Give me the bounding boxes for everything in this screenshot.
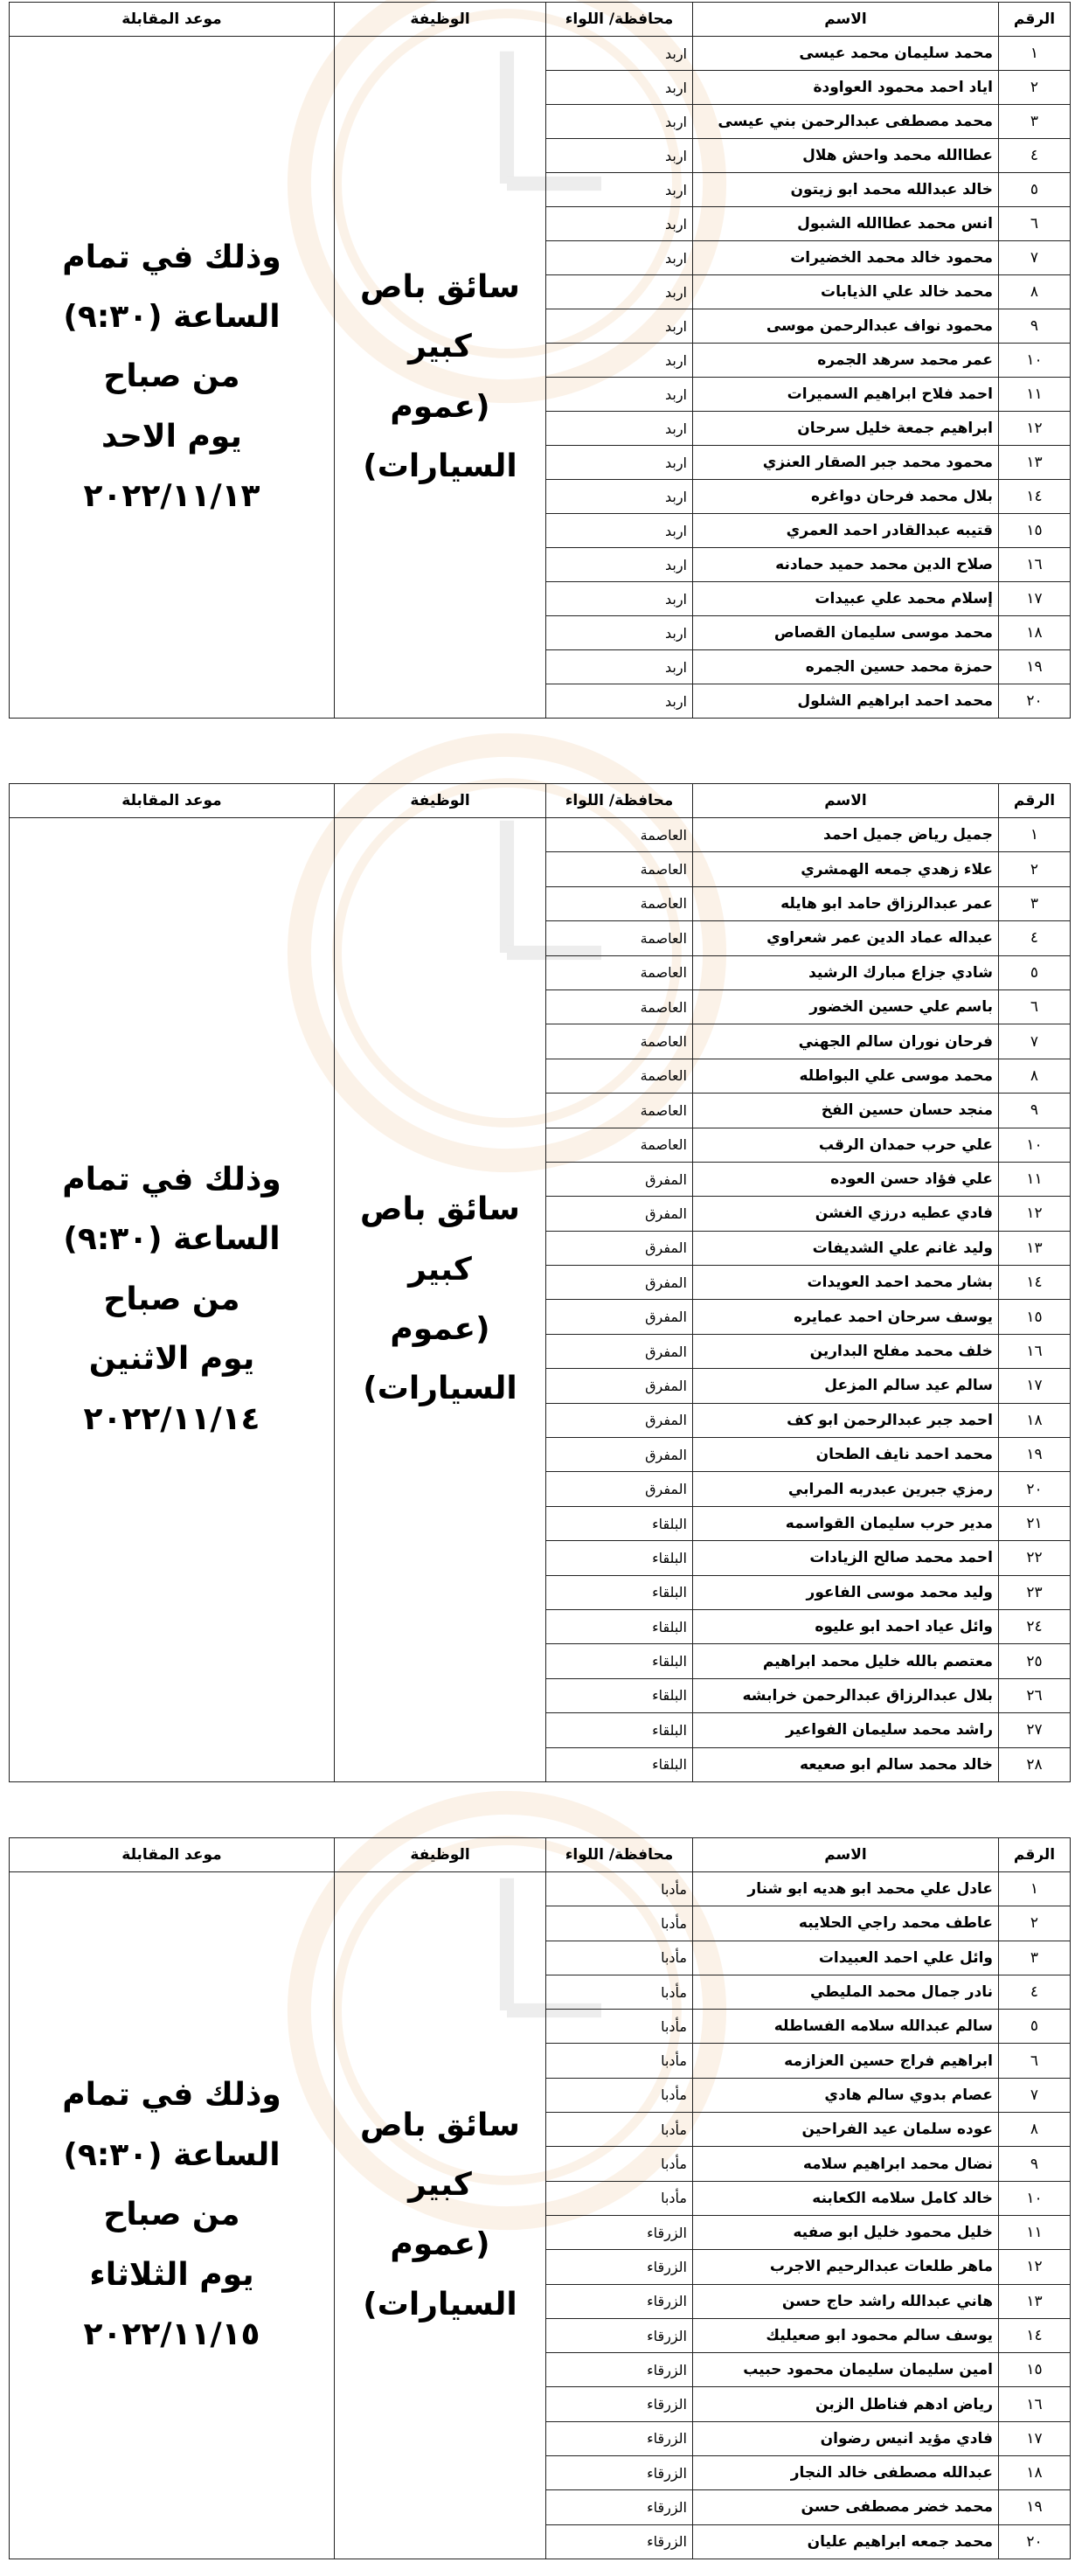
applicant-name: احمد فلاح ابراهيم السميرات: [693, 378, 999, 412]
applicant-governorate: المفرق: [546, 1403, 693, 1437]
applicant-governorate: اربد: [546, 173, 693, 207]
row-number: ١٧: [999, 2421, 1071, 2455]
applicant-governorate: البلقاء: [546, 1575, 693, 1609]
applicant-name: فادي عطيه درزي الغشن: [693, 1197, 999, 1231]
row-number: ٢٣: [999, 1575, 1071, 1609]
applicant-governorate: اربد: [546, 37, 693, 71]
applicant-name: ماهر طلعات عبدالرحيم الاجرب: [693, 2250, 999, 2284]
header-date: موعد المقابلة: [10, 3, 335, 37]
applicant-governorate: البلقاء: [546, 1609, 693, 1643]
applicant-name: جميل رياض جميل احمد: [693, 818, 999, 852]
applicant-governorate: المفرق: [546, 1300, 693, 1334]
row-number: ٥: [999, 2010, 1071, 2044]
applicant-governorate: العاصمة: [546, 1128, 693, 1162]
row-number: ١٠: [999, 2181, 1071, 2215]
applicant-governorate: اربد: [546, 241, 693, 275]
applicant-governorate: مأدبا: [546, 1941, 693, 1975]
row-number: ١٠: [999, 344, 1071, 378]
applicant-name: نادر جمال محمد المليطي: [693, 1975, 999, 2009]
applicant-governorate: اربد: [546, 71, 693, 105]
header-date: موعد المقابلة: [10, 784, 335, 818]
row-number: ٨: [999, 275, 1071, 309]
applicant-governorate: مأدبا: [546, 2181, 693, 2215]
row-number: ٢٢: [999, 1541, 1071, 1575]
row-number: ١١: [999, 1162, 1071, 1196]
row-number: ٢٦: [999, 1678, 1071, 1712]
applicant-governorate: العاصمة: [546, 921, 693, 955]
applicant-name: هاني عبدالله راشد حاج حسن: [693, 2284, 999, 2318]
header-num: الرقم: [999, 1838, 1071, 1872]
applicant-governorate: مأدبا: [546, 2010, 693, 2044]
applicant-name: اياد احمد محمود العواودة: [693, 71, 999, 105]
row-number: ١: [999, 37, 1071, 71]
applicant-governorate: اربد: [546, 480, 693, 514]
row-number: ١٧: [999, 582, 1071, 616]
applicant-governorate: العاصمة: [546, 818, 693, 852]
interview-date-cell: [10, 1872, 335, 2559]
job-title: سائق باص كبير (عموم السيارات): [360, 268, 520, 484]
row-number: ١٩: [999, 650, 1071, 684]
applicant-name: محمد احمد نايف الطحان: [693, 1438, 999, 1472]
row-number: ٩: [999, 1094, 1071, 1128]
applicant-name: محمود نواف عبدالرحمن موسى: [693, 309, 999, 344]
applicant-name: وليد غانم علي الشديفات: [693, 1231, 999, 1265]
applicant-name: عطاالله محمد واحش هلال: [693, 139, 999, 173]
job-cell: [335, 1872, 546, 2559]
applicant-name: رياض ادهم فناطل الزبن: [693, 2387, 999, 2421]
applicant-name: يوسف سرحان احمد عمايره: [693, 1300, 999, 1334]
applicant-governorate: اربد: [546, 616, 693, 650]
row-number: ١٥: [999, 1300, 1071, 1334]
applicant-governorate: اربد: [546, 139, 693, 173]
applicant-governorate: مأدبا: [546, 1906, 693, 1941]
applicant-name: انس محمد عطاالله الشبول: [693, 207, 999, 241]
header-governorate: محافظة/ اللواء: [546, 3, 693, 37]
applicant-name: خالد كامل سلامه الكعابنه: [693, 2181, 999, 2215]
applicant-governorate: المفرق: [546, 1162, 693, 1196]
applicant-governorate: المفرق: [546, 1334, 693, 1368]
applicant-name: عاطف محمد راجي الحلايبه: [693, 1906, 999, 1941]
applicant-name: محمد احمد ابراهيم الشلول: [693, 684, 999, 719]
applicant-governorate: اربد: [546, 412, 693, 446]
applicant-governorate: اربد: [546, 650, 693, 684]
applicant-governorate: البلقاء: [546, 1506, 693, 1540]
applicant-name: محمد سليمان محمد عيسى: [693, 37, 999, 71]
applicant-governorate: اربد: [546, 514, 693, 548]
interview-table-3: [9, 1837, 1071, 2559]
row-number: ٢٤: [999, 1609, 1071, 1643]
applicant-name: محمد موسى سليمان القصاص: [693, 616, 999, 650]
applicant-name: وائل عياد احمد ابو عليوه: [693, 1609, 999, 1643]
header-name: الاسم: [693, 784, 999, 818]
row-number: ١٢: [999, 1197, 1071, 1231]
row-number: ١٤: [999, 1266, 1071, 1300]
applicant-name: علي فؤاد حسن العوده: [693, 1162, 999, 1196]
row-number: ١٦: [999, 1334, 1071, 1368]
applicant-governorate: مأدبا: [546, 2113, 693, 2147]
header-num: الرقم: [999, 3, 1071, 37]
row-number: ١٦: [999, 2387, 1071, 2421]
applicant-governorate: العاصمة: [546, 1059, 693, 1093]
row-number: ٤: [999, 139, 1071, 173]
applicant-name: رمزي جبرين عبدربه المرابي: [693, 1472, 999, 1506]
applicant-name: محمد موسى علي البواطله: [693, 1059, 999, 1093]
applicant-name: عمر عبدالرزاق حامد ابو هايله: [693, 886, 999, 920]
interview-table-1: [9, 2, 1071, 719]
applicant-name: علي حرب حمدان الرقب: [693, 1128, 999, 1162]
applicant-name: منجد حسان حسين الفخ: [693, 1094, 999, 1128]
applicant-governorate: البلقاء: [546, 1678, 693, 1712]
applicant-name: احمد جبر عبدالرحمن ابو كف: [693, 1403, 999, 1437]
applicant-governorate: اربد: [546, 548, 693, 582]
applicant-name: ابراهيم جمعة خليل سرحان: [693, 412, 999, 446]
row-number: ٥: [999, 173, 1071, 207]
row-number: ٧: [999, 2078, 1071, 2112]
applicant-governorate: البلقاء: [546, 1644, 693, 1678]
row-number: ٢٠: [999, 684, 1071, 719]
row-number: ٤: [999, 921, 1071, 955]
row-number: ١٣: [999, 1231, 1071, 1265]
row-number: ٩: [999, 2147, 1071, 2181]
row-number: ١: [999, 818, 1071, 852]
applicant-governorate: الزرقاء: [546, 2284, 693, 2318]
row-number: ٢٥: [999, 1644, 1071, 1678]
applicant-governorate: العاصمة: [546, 1024, 693, 1059]
row-number: ١٨: [999, 2456, 1071, 2490]
row-number: ١٤: [999, 480, 1071, 514]
applicant-name: يوسف سالم محمود ابو صعيليك: [693, 2318, 999, 2352]
applicant-governorate: الزرقاء: [546, 2387, 693, 2421]
applicant-name: عبداله عماد الدين عمر شعراوي: [693, 921, 999, 955]
applicant-name: امين سليمان سليمان محمود حبيب: [693, 2353, 999, 2387]
applicant-name: نضال محمد ابراهيم سلامه: [693, 2147, 999, 2181]
row-number: ٣: [999, 1941, 1071, 1975]
row-number: ٣: [999, 886, 1071, 920]
applicant-name: محمد خضر مصطفى حسن: [693, 2490, 999, 2524]
applicant-governorate: اربد: [546, 582, 693, 616]
applicant-governorate: مأدبا: [546, 2147, 693, 2181]
applicant-governorate: العاصمة: [546, 886, 693, 920]
row-number: ٢: [999, 1906, 1071, 1941]
applicant-name: فادي مؤيد انيس رضوان: [693, 2421, 999, 2455]
row-number: ٨: [999, 2113, 1071, 2147]
row-number: ١٤: [999, 2318, 1071, 2352]
row-number: ١١: [999, 2215, 1071, 2249]
applicant-governorate: اربد: [546, 275, 693, 309]
table-header-row: [10, 3, 1071, 37]
applicant-name: عوده سلمان عيد الفراحين: [693, 2113, 999, 2147]
header-date: موعد المقابلة: [10, 1838, 335, 1872]
applicant-name: شادي جزاع مبارك الرشيد: [693, 955, 999, 989]
interview-date: وذلك في تمام الساعة (٩:٣٠) من صباح يوم الاثنين ٢٠٢٢/١١/١٤: [62, 1161, 281, 1437]
applicant-name: وائل علي احمد العبيدات: [693, 1941, 999, 1975]
applicant-name: محمد مصطفى عبدالرحمن بني عيسى: [693, 105, 999, 139]
applicant-name: خليل محمود خليل ابو صفيه: [693, 2215, 999, 2249]
applicant-name: باسم علي حسين الخضور: [693, 989, 999, 1024]
applicant-governorate: المفرق: [546, 1438, 693, 1472]
applicant-governorate: اربد: [546, 309, 693, 344]
interview-date-cell: [10, 37, 335, 719]
applicant-name: معتصم بالله خليل محمد ابراهيم: [693, 1644, 999, 1678]
applicant-governorate: المفرق: [546, 1472, 693, 1506]
applicant-governorate: الزرقاء: [546, 2490, 693, 2524]
applicant-governorate: المفرق: [546, 1197, 693, 1231]
row-number: ٧: [999, 241, 1071, 275]
row-number: ٨: [999, 1059, 1071, 1093]
header-governorate: محافظة/ اللواء: [546, 1838, 693, 1872]
applicant-governorate: مأدبا: [546, 1975, 693, 2009]
row-number: ٢: [999, 71, 1071, 105]
row-number: ١٥: [999, 2353, 1071, 2387]
row-number: ٢٧: [999, 1713, 1071, 1747]
header-num: الرقم: [999, 784, 1071, 818]
table-row: [10, 818, 1071, 852]
row-number: ٢٨: [999, 1747, 1071, 1781]
applicant-name: خلف محمد مفلح البدارين: [693, 1334, 999, 1368]
table-row: [10, 37, 1071, 71]
row-number: ٢: [999, 852, 1071, 886]
row-number: ١٩: [999, 2490, 1071, 2524]
applicant-governorate: الزرقاء: [546, 2524, 693, 2559]
job-cell: [335, 818, 546, 1782]
row-number: ١٢: [999, 412, 1071, 446]
applicant-name: بشار محمد احمد العويدات: [693, 1266, 999, 1300]
applicant-governorate: العاصمة: [546, 1094, 693, 1128]
applicant-name: خالد عبدالله محمد ابو زيتون: [693, 173, 999, 207]
applicant-governorate: اربد: [546, 378, 693, 412]
applicant-name: سالم عيد سالم المزعل: [693, 1369, 999, 1403]
applicant-governorate: المفرق: [546, 1369, 693, 1403]
row-number: ١٧: [999, 1369, 1071, 1403]
row-number: ١٩: [999, 1438, 1071, 1472]
applicant-governorate: اربد: [546, 684, 693, 719]
applicant-governorate: اربد: [546, 446, 693, 480]
applicant-name: عادل علي محمد ابو هديه ابو شنار: [693, 1872, 999, 1906]
header-job: الوظيفة: [335, 1838, 546, 1872]
applicant-name: احمد محمد صالح الزيادات: [693, 1541, 999, 1575]
applicant-name: خالد محمد سالم ابو صعيعه: [693, 1747, 999, 1781]
applicant-name: عصام بدوي سالم هادي: [693, 2078, 999, 2112]
applicant-name: بلال محمد فرحان دواغره: [693, 480, 999, 514]
applicant-governorate: مأدبا: [546, 2044, 693, 2078]
row-number: ٣: [999, 105, 1071, 139]
applicant-name: فرحان نوران سالم الجهني: [693, 1024, 999, 1059]
row-number: ١٣: [999, 446, 1071, 480]
interview-date-cell: [10, 818, 335, 1782]
row-number: ١٥: [999, 514, 1071, 548]
row-number: ١٣: [999, 2284, 1071, 2318]
table-row: [10, 1872, 1071, 1906]
applicant-governorate: العاصمة: [546, 955, 693, 989]
applicant-name: عبدالله مصطفى خالد النجار: [693, 2456, 999, 2490]
applicant-name: محمود خالد محمد الخضيرات: [693, 241, 999, 275]
applicant-governorate: المفرق: [546, 1266, 693, 1300]
applicant-governorate: المفرق: [546, 1231, 693, 1265]
applicant-governorate: الزرقاء: [546, 2421, 693, 2455]
applicant-name: وليد محمد موسى الفاعور: [693, 1575, 999, 1609]
row-number: ٦: [999, 207, 1071, 241]
applicant-name: علاء زهدي جمعه الهمشري: [693, 852, 999, 886]
applicant-governorate: البلقاء: [546, 1747, 693, 1781]
row-number: ٤: [999, 1975, 1071, 2009]
applicant-name: صلاح الدين محمد حميد حمادنه: [693, 548, 999, 582]
applicant-name: قتيبه عبدالقادر احمد العمري: [693, 514, 999, 548]
applicant-governorate: العاصمة: [546, 989, 693, 1024]
header-governorate: محافظة/ اللواء: [546, 784, 693, 818]
row-number: ١٠: [999, 1128, 1071, 1162]
applicant-governorate: الزرقاء: [546, 2250, 693, 2284]
row-number: ١: [999, 1872, 1071, 1906]
row-number: ٢١: [999, 1506, 1071, 1540]
applicant-governorate: اربد: [546, 105, 693, 139]
job-title: سائق باص كبير (عموم السيارات): [360, 2107, 520, 2323]
applicant-name: محمود محمد جبر الصقار العنزي: [693, 446, 999, 480]
applicant-governorate: مأدبا: [546, 2078, 693, 2112]
row-number: ٢٠: [999, 1472, 1071, 1506]
interview-date: وذلك في تمام الساعة (٩:٣٠) من صباح يوم الاحد ٢٠٢٢/١١/١٣: [62, 239, 281, 515]
applicant-governorate: العاصمة: [546, 852, 693, 886]
header-name: الاسم: [693, 3, 999, 37]
applicant-name: ابراهيم فراج حسين العزازمه: [693, 2044, 999, 2078]
table-header-row: [10, 1838, 1071, 1872]
applicant-name: مدير حرب سليمان القواسمه: [693, 1506, 999, 1540]
interview-date: وذلك في تمام الساعة (٩:٣٠) من صباح يوم الثلاثاء ٢٠٢٢/١١/١٥: [62, 2077, 281, 2353]
applicant-name: راشد محمد سليمان الفواعير: [693, 1713, 999, 1747]
header-name: الاسم: [693, 1838, 999, 1872]
row-number: ١٢: [999, 2250, 1071, 2284]
applicant-name: بلال عبدالرزاق عبدالرحمن خرابشه: [693, 1678, 999, 1712]
applicant-name: إسلام محمد علي عبيدات: [693, 582, 999, 616]
applicant-governorate: الزرقاء: [546, 2456, 693, 2490]
applicant-name: عمر محمد سرهد الجمره: [693, 344, 999, 378]
row-number: ٢٠: [999, 2524, 1071, 2559]
applicant-governorate: البلقاء: [546, 1713, 693, 1747]
job-title: سائق باص كبير (عموم السيارات): [360, 1191, 520, 1407]
header-job: الوظيفة: [335, 3, 546, 37]
row-number: ٦: [999, 2044, 1071, 2078]
row-number: ٥: [999, 955, 1071, 989]
row-number: ٩: [999, 309, 1071, 344]
row-number: ١٦: [999, 548, 1071, 582]
applicant-governorate: مأدبا: [546, 1872, 693, 1906]
applicant-name: سالم عبدالله سلامه الفساطله: [693, 2010, 999, 2044]
row-number: ١٨: [999, 616, 1071, 650]
applicant-governorate: اربد: [546, 207, 693, 241]
applicant-name: محمد جمعه ابراهيم عليان: [693, 2524, 999, 2559]
applicant-governorate: الزرقاء: [546, 2215, 693, 2249]
job-cell: [335, 37, 546, 719]
row-number: ٧: [999, 1024, 1071, 1059]
row-number: ١١: [999, 378, 1071, 412]
interview-table-2: [9, 783, 1071, 1782]
applicant-governorate: الزرقاء: [546, 2353, 693, 2387]
header-job: الوظيفة: [335, 784, 546, 818]
applicant-governorate: البلقاء: [546, 1541, 693, 1575]
applicant-name: حمزة محمد حسين الجمره: [693, 650, 999, 684]
row-number: ٦: [999, 989, 1071, 1024]
applicant-governorate: الزرقاء: [546, 2318, 693, 2352]
applicant-name: محمد خالد علي الذيابات: [693, 275, 999, 309]
applicant-governorate: اربد: [546, 344, 693, 378]
row-number: ١٨: [999, 1403, 1071, 1437]
table-header-row: [10, 784, 1071, 818]
